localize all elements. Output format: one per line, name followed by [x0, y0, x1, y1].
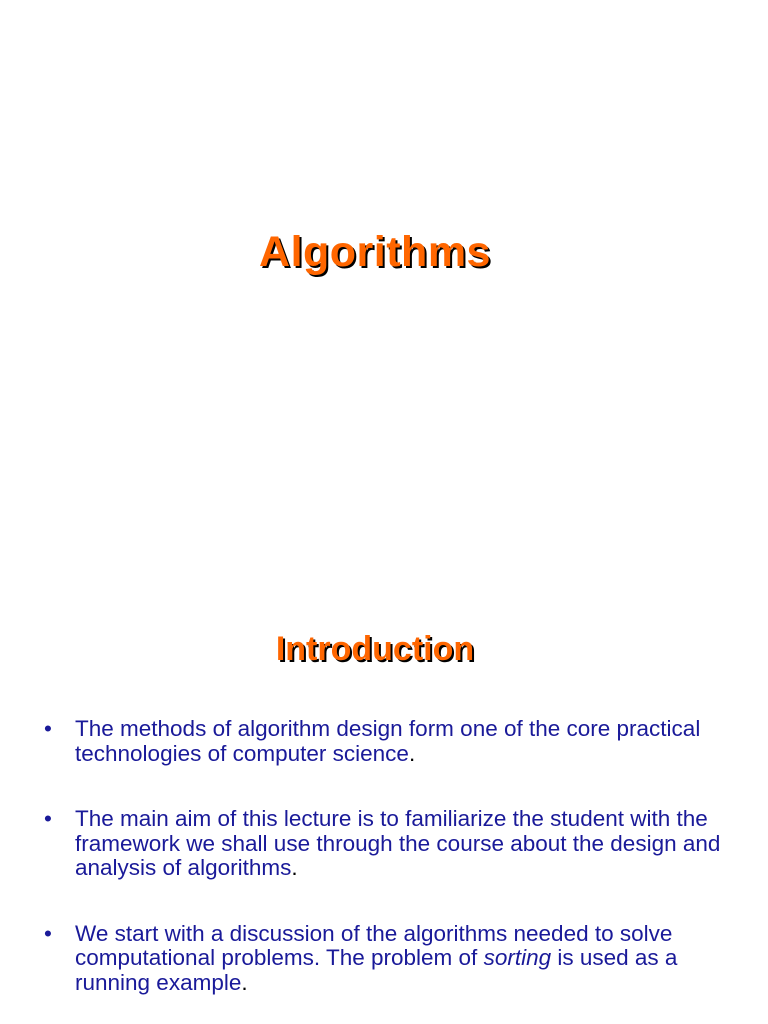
bullet-period: .	[241, 969, 248, 995]
emphasized-term: sorting	[483, 945, 552, 970]
bullet-period: .	[408, 740, 416, 766]
bullet-text: We start with a discussion of the algorithms needed to solve computational problems. The problem of	[75, 920, 673, 970]
section-title: Introduction	[275, 630, 475, 668]
bullet-item-3	[44, 922, 744, 996]
bullet-icon: •	[44, 716, 52, 741]
bullet-icon: •	[44, 920, 52, 946]
bullet-text: The methods of algorithm design form one of the core practical technologies of computer science	[75, 716, 701, 766]
bullet-text: The main aim of this lecture is to familiarize the student with the framework we shall use through the course about the design and analysis of algorithms	[75, 806, 721, 880]
bullet-item-1	[44, 717, 744, 766]
bullet-item-2	[44, 807, 744, 881]
bullet-period: .	[291, 855, 298, 880]
slide-introduction	[0, 512, 768, 1024]
bullet-icon: •	[44, 806, 52, 831]
bullet-text-continued: is used as a running example	[75, 945, 678, 995]
bullet-list	[44, 717, 744, 1024]
main-title: Algorithms	[259, 228, 491, 276]
